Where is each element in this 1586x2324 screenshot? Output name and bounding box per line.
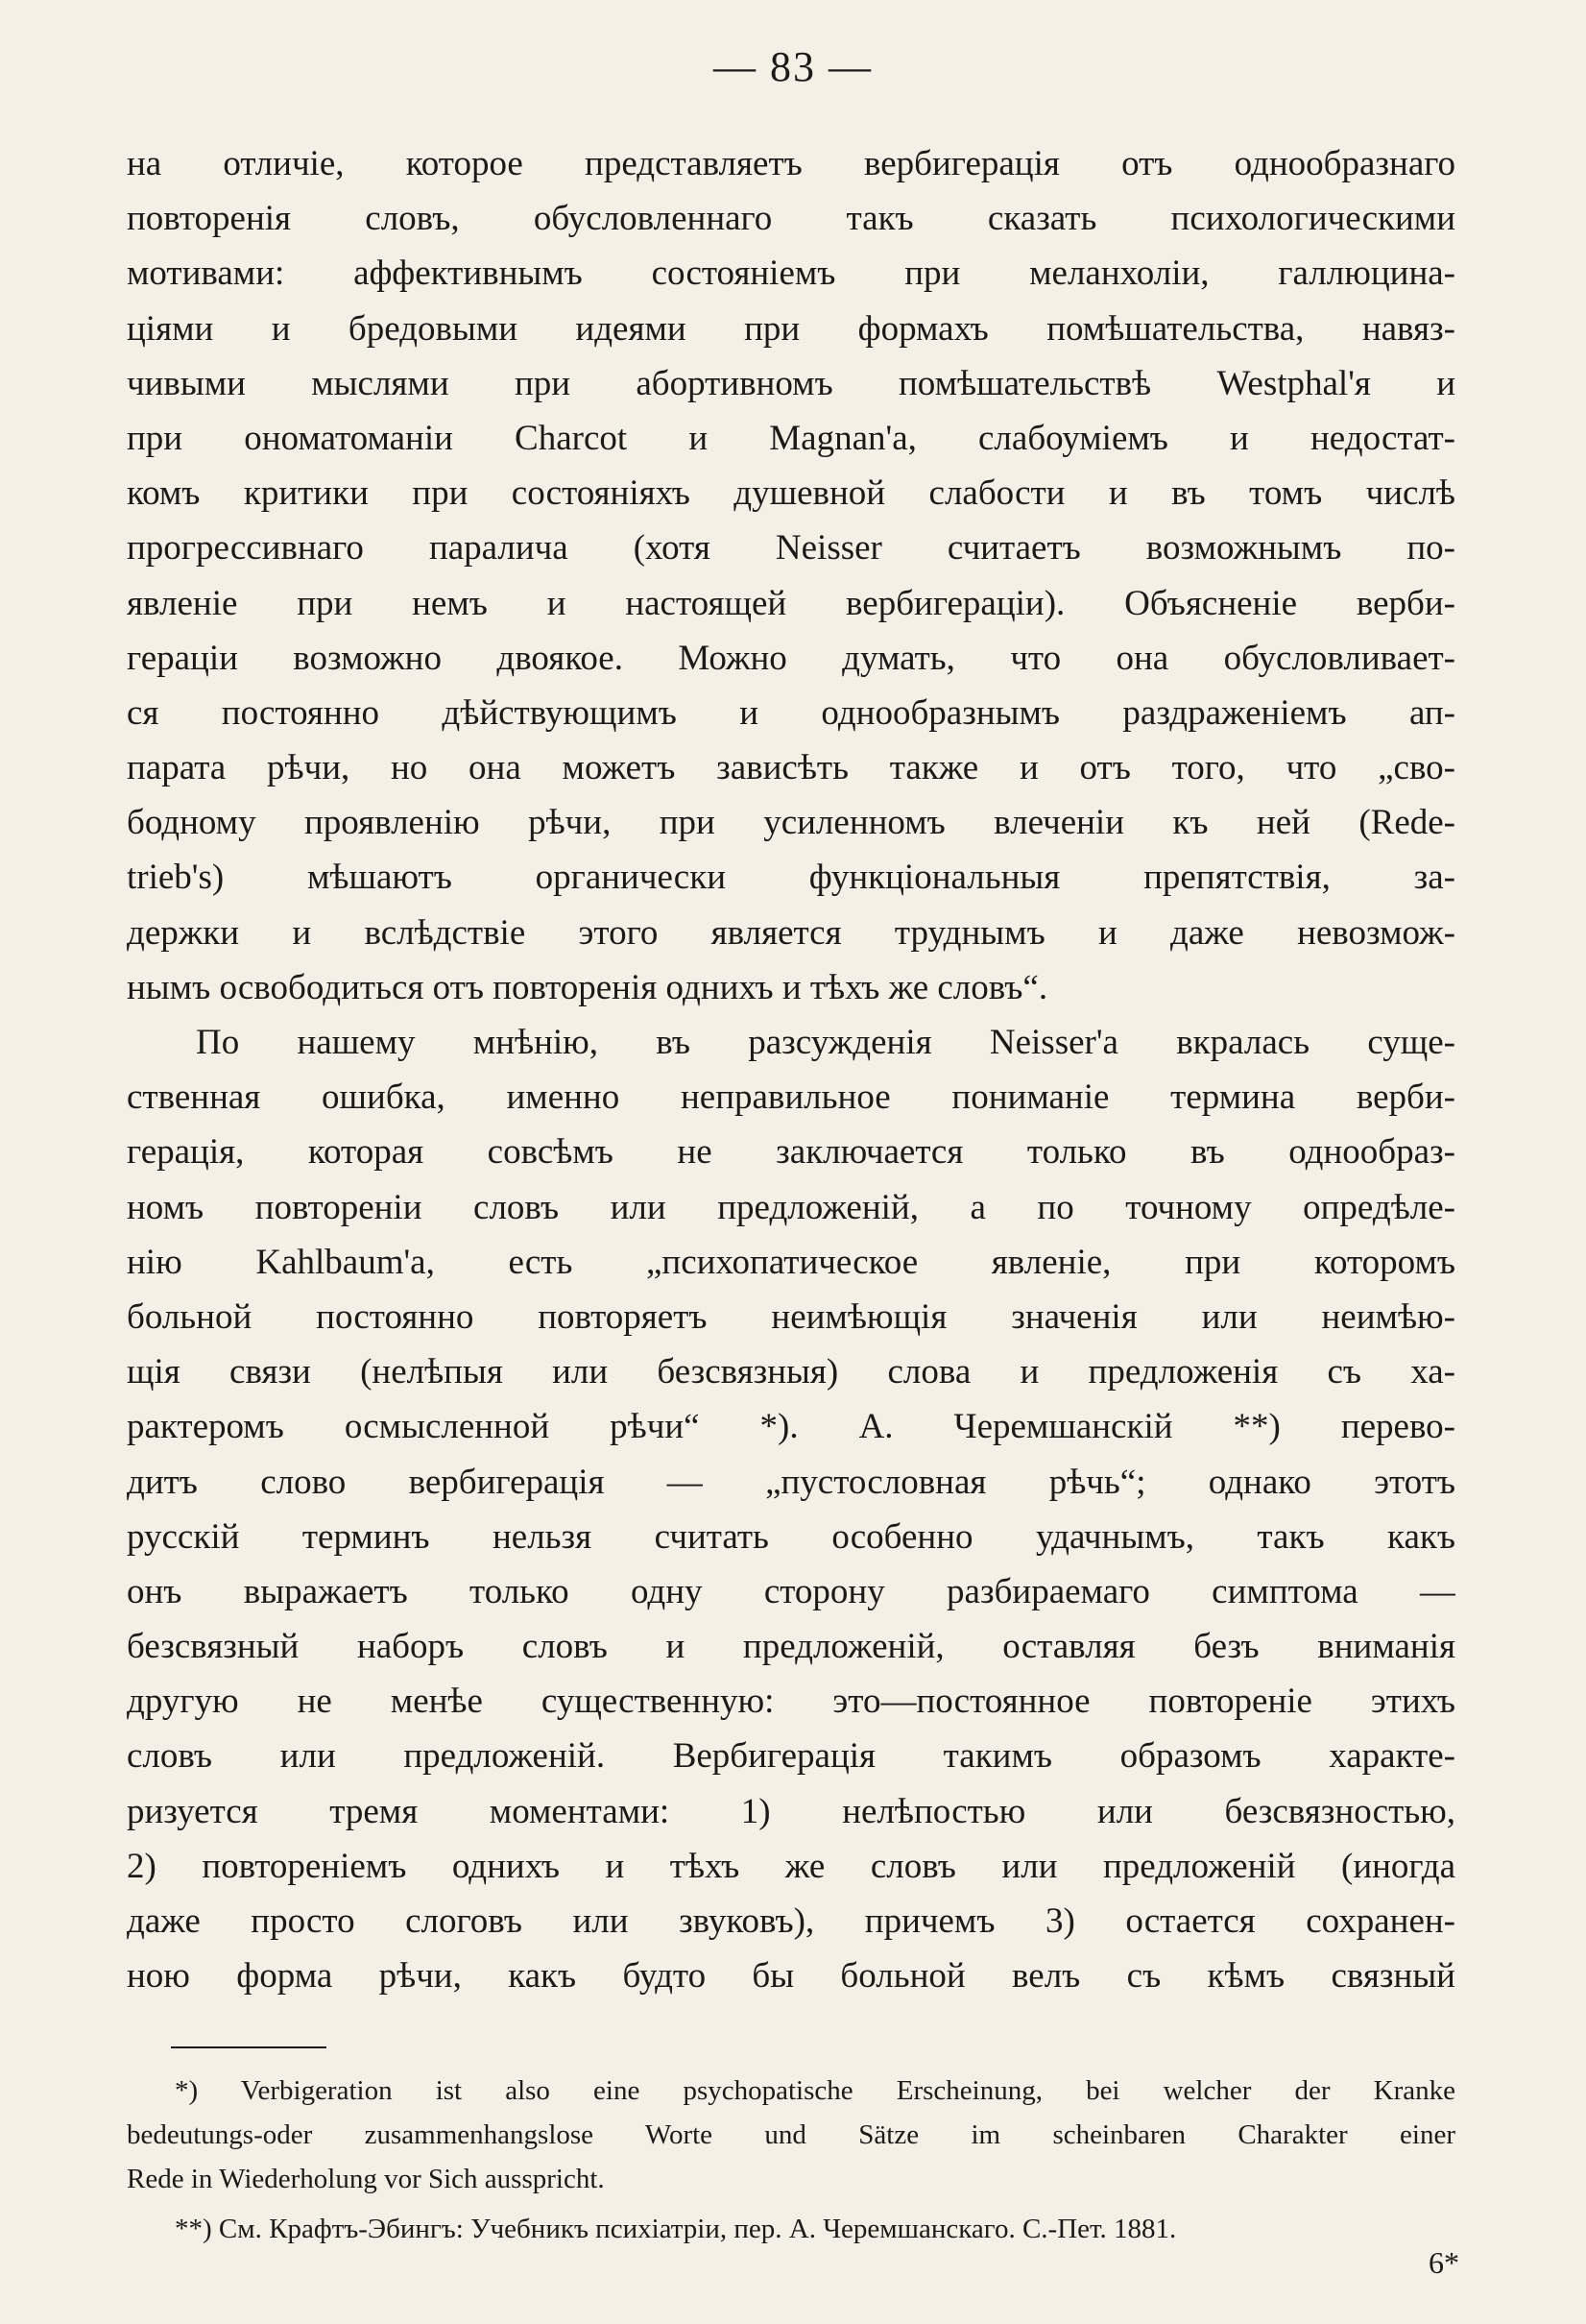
paragraph-start-line: По нашему мнѣнію, въ разсужденія Neisser'а вкралась суще- — [196, 1023, 1455, 1062]
signature-mark: 6* — [1429, 2245, 1459, 2280]
text-line: онъ выражаетъ только одну сторону разбираемаго симптома — — [127, 1571, 1455, 1611]
footnote-reference: **) См. Крафтъ-Эбингъ: Учебникъ психіатріи, пер. А. Черемшанскаго. С.-Пет. 1881. — [175, 2214, 1177, 2244]
paragraph-end-line: нымъ освободиться отъ повторенія однихъ и тѣхъ же словъ“. — [127, 967, 1048, 1007]
text-line: мотивами: аффективнымъ состояніемъ при меланхоліи, галлюцина- — [127, 254, 1455, 294]
text-line: словъ или предложеній. Вербигерація такимъ образомъ характе- — [127, 1736, 1455, 1777]
text-line: прогрессивнаго паралича (хотя Neisser считаетъ возможнымъ по- — [127, 528, 1455, 569]
text-line: ціями и бредовыми идеями при формахъ помѣшательства, навяз- — [127, 308, 1455, 349]
body-text — [127, 136, 1455, 2003]
text-line: другую не менѣе существенную: это—постоянное повтореніе этихъ — [127, 1682, 1455, 1722]
footnote-divider — [171, 2046, 326, 2048]
text-line: комъ критики при состояніяхъ душевной слабости и въ томъ числѣ — [127, 473, 1455, 514]
text-line: герація, которая совсѣмъ не заключается только въ однообраз- — [127, 1132, 1455, 1173]
text-line: больной постоянно повторяетъ неимѣющія значенія или неимѣю- — [127, 1296, 1455, 1337]
text-line: дитъ слово вербигерація — „пустословная рѣчь“; однако этотъ — [127, 1462, 1455, 1502]
text-line: номъ повтореніи словъ или предложеній, а по точному опредѣле- — [127, 1187, 1455, 1227]
text-line: при ономатоманіи Charcot и Magnan'а, слабоуміемъ и недостат- — [127, 418, 1455, 458]
text-line: держки и вслѣдствіе этого является труднымъ и даже невозмож- — [127, 912, 1455, 953]
footnote-line: Rede in Wiederholung vor Sich ausspricht. — [127, 2164, 605, 2194]
text-line: ственная ошибка, именно неправильное пониманіе термина верби- — [127, 1077, 1455, 1118]
text-line: даже просто слоговъ или звуковъ), причемъ 3) остается сохранен- — [127, 1901, 1455, 1941]
text-line: бодному проявленію рѣчи, при усиленномъ влеченіи къ ней (Rede- — [127, 803, 1455, 843]
text-line: повторенія словъ, обусловленнаго такъ сказать психологическими — [127, 199, 1455, 239]
text-line: на отличіе, которое представляетъ вербигерація отъ однообразнаго — [127, 144, 1455, 183]
footnotes — [127, 2069, 1455, 2251]
text-line: ся постоянно дѣйствующимъ и однообразнымъ раздраженіемъ ап- — [127, 692, 1455, 733]
text-line: нію Kahlbaum'а, есть „психопатическое явленіе, при которомъ — [127, 1242, 1455, 1282]
text-line: парата рѣчи, но она можетъ зависѣть также и отъ того, что „сво- — [127, 748, 1455, 788]
text-line: рактеромъ осмысленной рѣчи“ *). А. Черемшанскій **) перево- — [127, 1407, 1455, 1447]
footnote-line: bedeutungs-oder zusammenhangslose Worte und Sätze im scheinbaren Charakter einer — [127, 2119, 1455, 2150]
text-line: русскій терминъ нельзя считать особенно удачнымъ, такъ какъ — [127, 1516, 1455, 1557]
text-line: щія связи (нелѣпыя или безсвязныя) слова и предложенія съ ха- — [127, 1352, 1455, 1392]
text-line: явленіе при немъ и настоящей вербигераціи). Объясненіе верби- — [127, 583, 1455, 623]
text-line: ною форма рѣчи, какъ будто бы больной велъ съ кѣмъ связный — [127, 1956, 1455, 1997]
text-line: чивыми мыслями при абортивномъ помѣшательствѣ Westphal'я и — [127, 363, 1455, 403]
footnote-line: *) Verbigeration ist also eine psychopatische Erscheinung, bei welcher der Kranke — [175, 2075, 1455, 2106]
page-number: — 83 — — [713, 43, 873, 90]
text-line: гераціи возможно двоякое. Можно думать, что она обусловливает- — [127, 638, 1455, 678]
text-line: trieb's) мѣшаютъ органически функціональныя препятствія, за- — [127, 858, 1455, 898]
text-line: безсвязный наборъ словъ и предложеній, оставляя безъ вниманія — [127, 1627, 1455, 1667]
text-line: 2) повтореніемъ однихъ и тѣхъ же словъ или предложеній (иногда — [127, 1846, 1455, 1886]
text-line: ризуется тремя моментами: 1) нелѣпостью или безсвязностью, — [127, 1791, 1455, 1831]
